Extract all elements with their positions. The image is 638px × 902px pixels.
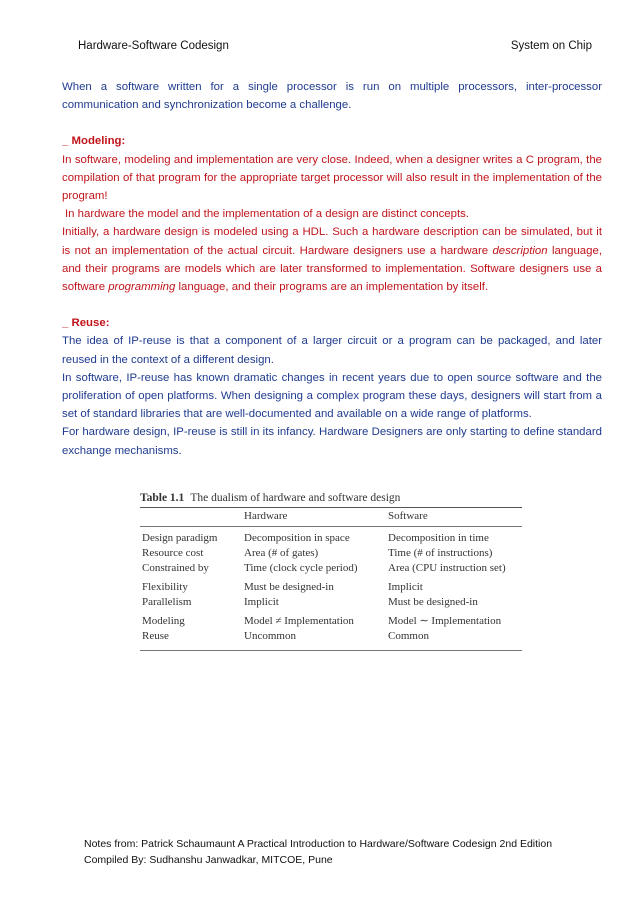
- table-row: [140, 576, 522, 595]
- dualism-table-body: [140, 527, 522, 644]
- table-number: Table 1.1: [140, 492, 185, 504]
- table-cell: Model ∼ Implementation: [388, 615, 502, 627]
- modeling-paragraph-1: In software, modeling and implementation are very close. Indeed, when a designer writes a C program, the compilation of that program for the appropriate target processor will also result in the implementation of the program!: [62, 153, 602, 203]
- dualism-table-figure: [140, 492, 522, 651]
- table-cell: Implicit: [388, 581, 423, 593]
- modeling-heading: _ Modeling:: [62, 135, 126, 148]
- dualism-table: [140, 508, 522, 526]
- table-cell: Time (# of instructions): [388, 547, 493, 559]
- modeling-paragraph-3: [62, 223, 602, 296]
- table-row: [140, 595, 522, 610]
- modeling-p3-part-b: language, and their programs are models which are later transformed to implementation. Software designers use a software: [62, 244, 602, 294]
- table-row: [140, 546, 522, 561]
- table-row: [140, 610, 522, 629]
- table-row: [140, 527, 522, 546]
- table-cell: Modeling: [142, 615, 185, 627]
- table-cell: Decomposition in space: [244, 532, 350, 544]
- modeling-p3-emphasis-description: description: [492, 244, 548, 257]
- modeling-p3-part-c: language, and their programs are an implementation by itself.: [175, 281, 489, 294]
- table-header-cell: [140, 508, 242, 526]
- table-header-row: [140, 508, 522, 526]
- table-cell: Design paradigm: [142, 532, 218, 544]
- footer-source-note: Notes from: Patrick Schaumaunt A Practical Introduction to Hardware/Software Codesign 2nd Edition: [84, 838, 553, 850]
- table-cell: Common: [388, 630, 429, 642]
- header-right-title: System on Chip: [510, 40, 592, 52]
- table-row: [140, 629, 522, 644]
- modeling-p3-emphasis-programming: programming: [108, 281, 176, 294]
- table-cell: Constrained by: [142, 562, 209, 574]
- page-footer: [84, 836, 552, 868]
- modeling-section: [62, 132, 602, 296]
- reuse-paragraph-3: For hardware design, IP-reuse is still in its infancy. Hardware Designers are only starting to define standard exchange mechanisms.: [62, 426, 602, 457]
- main-content: [62, 78, 602, 460]
- reuse-heading: _ Reuse:: [62, 317, 110, 330]
- header-left-title: Hardware-Software Codesign: [78, 40, 229, 52]
- table-cell: Reuse: [142, 630, 169, 642]
- table-cell: Area (# of gates): [244, 547, 319, 559]
- table-cell: Flexibility: [142, 581, 188, 593]
- modeling-p3-part-a: Initially, a hardware design is modeled using a HDL. Such a hardware description can be simulated, but it is not an implementation of the actual circuit. Hardware designers use a hardware: [62, 226, 602, 257]
- table-cell: Resource cost: [142, 547, 204, 559]
- table-caption: [140, 492, 522, 504]
- reuse-paragraph-2: In software, IP-reuse has known dramatic changes in recent years due to open source software and the proliferation of open platforms. When designing a complex program these days, designers will start from a set of standard libraries that are well-documented and available on a wide range of platforms.: [62, 371, 602, 421]
- table-cell: Area (CPU instruction set): [388, 562, 506, 574]
- table-cell: Model ≠ Implementation: [244, 615, 354, 627]
- table-cell: Uncommon: [244, 630, 296, 642]
- table-header-cell: Hardware: [244, 510, 288, 522]
- reuse-section: [62, 314, 602, 460]
- table-cell: Parallelism: [142, 596, 192, 608]
- table-cell: Decomposition in time: [388, 532, 489, 544]
- modeling-paragraph-2: In hardware the model and the implementation of a design are distinct concepts.: [65, 208, 469, 221]
- table-cell: Implicit: [244, 596, 279, 608]
- table-caption-text: The dualism of hardware and software design: [190, 492, 401, 504]
- intro-paragraph: When a software written for a single processor is run on multiple processors, inter-processor communication and synchronization become a challenge.: [62, 81, 602, 112]
- table-cell: Must be designed-in: [244, 581, 334, 593]
- table-cell: Time (clock cycle period): [244, 562, 358, 574]
- table-header-cell: Software: [388, 510, 428, 522]
- table-row: [140, 561, 522, 576]
- footer-compiled-by: Compiled By: Sudhanshu Janwadkar, MITCOE, Pune: [84, 854, 333, 866]
- reuse-paragraph-1: The idea of IP-reuse is that a component of a larger circuit or a program can be packaged, and later reused in the context of a different design.: [62, 335, 602, 366]
- table-cell: Must be designed-in: [388, 596, 478, 608]
